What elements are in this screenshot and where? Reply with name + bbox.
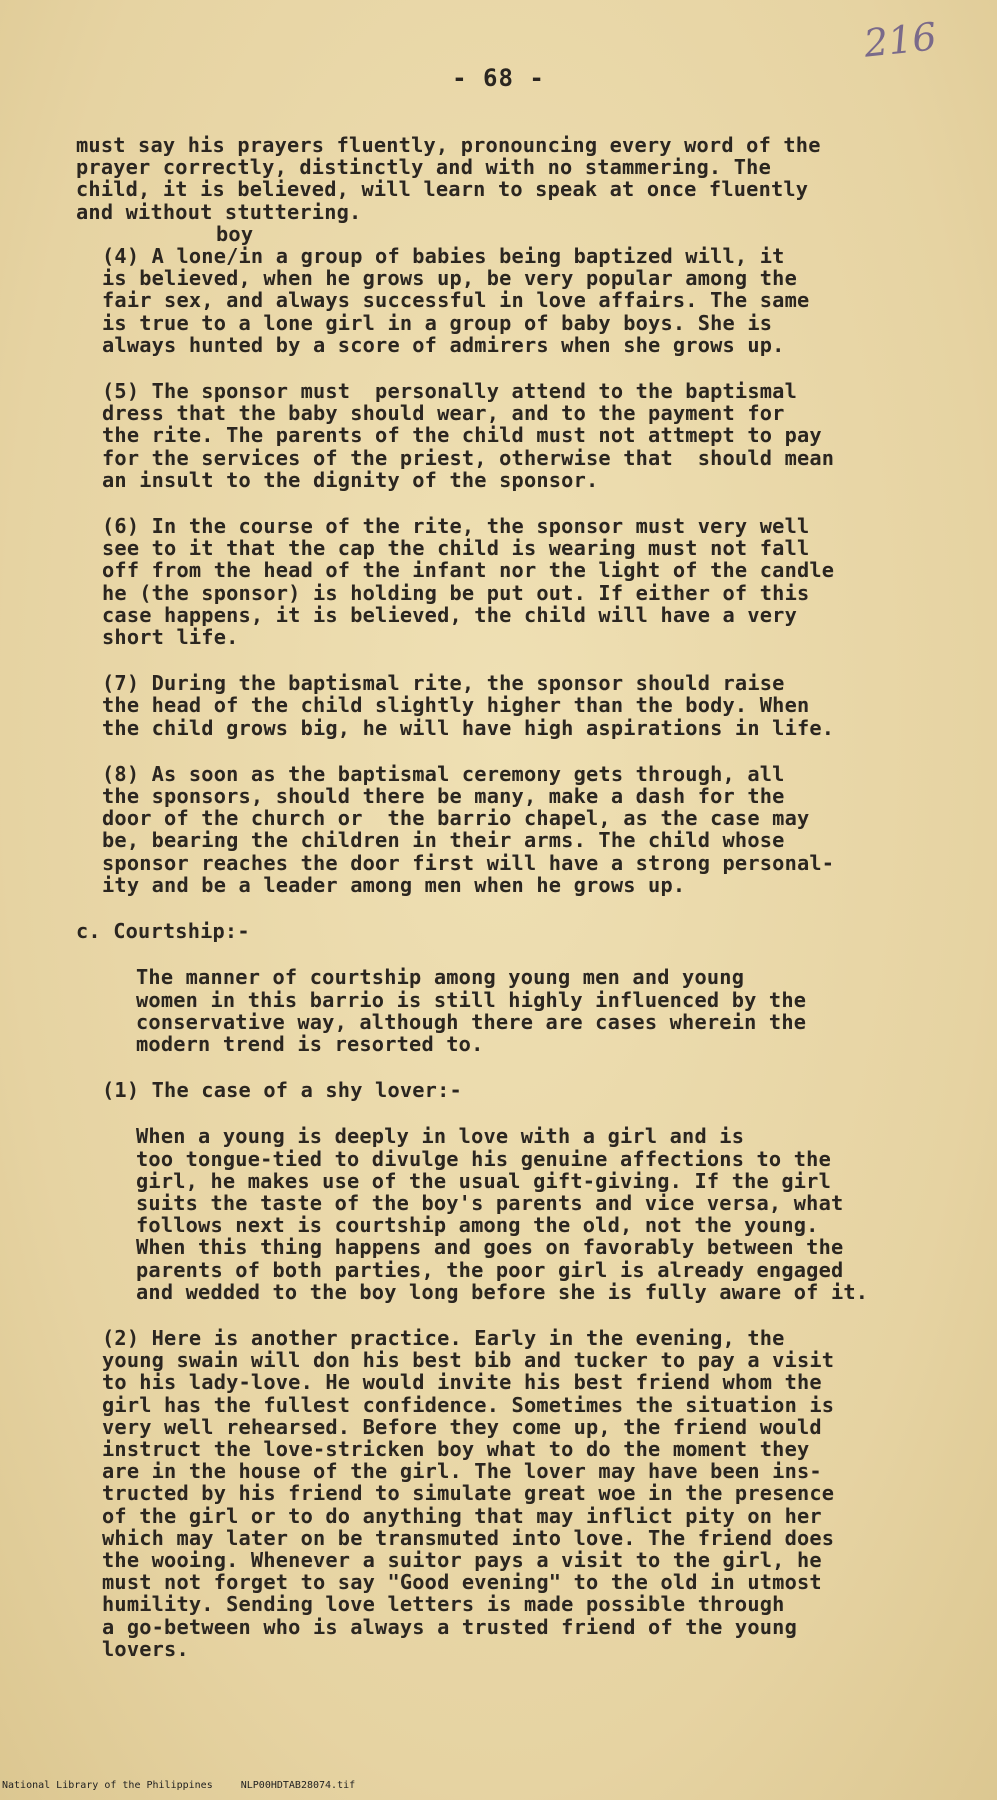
document-body [76, 134, 946, 1660]
paragraph-item-7: (7) During the baptismal rite, the sponsor should raise the head of the child slightly higher than the body. When the child grows big, he will have high aspirations in life. [102, 671, 835, 740]
section-heading-courtship: c. Courtship:- [76, 919, 250, 944]
footer-file: NLP00HDTAB28074.tif [240, 1780, 356, 1791]
paragraph-item-8: (8) As soon as the baptismal ceremony gets through, all the sponsors, should there be many, make a dash for the door of the church or the barrio chapel, as the case may be, bearing the children in their arms. The child whose sponsor reaches the door first will have a strong personal- ity and be a leader among men when he grows up. [102, 761, 835, 897]
paragraph-item-5: (5) The sponsor must personally attend to the baptismal dress that the baby should wear, and to the payment for the rite. The parents of the child must not attmept to pay for the services of the priest, otherwise that should mean an insult to the dignity of the sponsor. [102, 379, 835, 492]
paragraph-item-6: (6) In the course of the rite, the sponsor must very well see to it that the cap the child is wearing must not fall off from the head of the infant nor the light of the candle he (the sponsor) is holding be put out. If either of this case happens, it is believed, the child will have a very short life. [102, 514, 835, 650]
paragraph-prayers: must say his prayers fluently, pronouncing every word of the prayer correctly, distinctly and with no stammering. The child, it is believed, will learn to speak at once fluently and without stuttering. [76, 133, 821, 224]
paragraph-another-practice: (2) Here is another practice. Early in the evening, the young swain will don his best bib and tucker to pay a visit to his lady-love. He would invite his best friend whom the girl has the fullest confidence. Sometimes the situation is very well rehearsed. Before they come up, the friend would instruct the love-stricken boy what to do the moment they are in the house of the girl. The lover may have been ins- tructed by his friend to simulate great woe in the presence of the girl or to do anything that may inflict pity on her which may later on be transmuted into love. The friend does the wooing. Whenever a suitor pays a visit to the girl, he must not forget to say "Good evening" to the old in utmost humility. Sending love letters is made possible through a go-between who is always a trusted friend of the young lovers. [102, 1325, 835, 1661]
page-number: - 68 - [452, 64, 545, 92]
paragraph-shy-lover: When a young is deeply in love with a girl and is too tongue-tied to divulge his genuine affections to the girl, he makes use of the usual gift-giving. If the girl suits the taste of the boy's parents and vice versa, what follows next is courtship among the old, not the young. When this thing happens and goes on favorably between the parents of both parties, the poor girl is already engaged and wedded to the boy long before she is fully aware of it. [136, 1124, 869, 1304]
inserted-word: boy [216, 221, 254, 246]
paragraph-courtship-intro: The manner of courtship among young men and young women in this barrio is still highly influenced by the conservative way, although there are cases wherein the modern trend is resorted to. [136, 965, 807, 1056]
handwritten-page-mark: 216 [862, 14, 940, 66]
paragraph-item-4: (4) A lone/in a group of babies being baptized will, it is believed, when he grows up, be very popular among the fair sex, and always successful in love affairs. The same is true to a lone girl in a group of baby boys. She is always hunted by a score of admirers when she grows up. [102, 244, 810, 357]
scan-footer [0, 1780, 997, 1798]
subheading-shy-lover: (1) The case of a shy lover:- [102, 1078, 462, 1103]
footer-library: National Library of the Philippines [2, 1780, 213, 1791]
